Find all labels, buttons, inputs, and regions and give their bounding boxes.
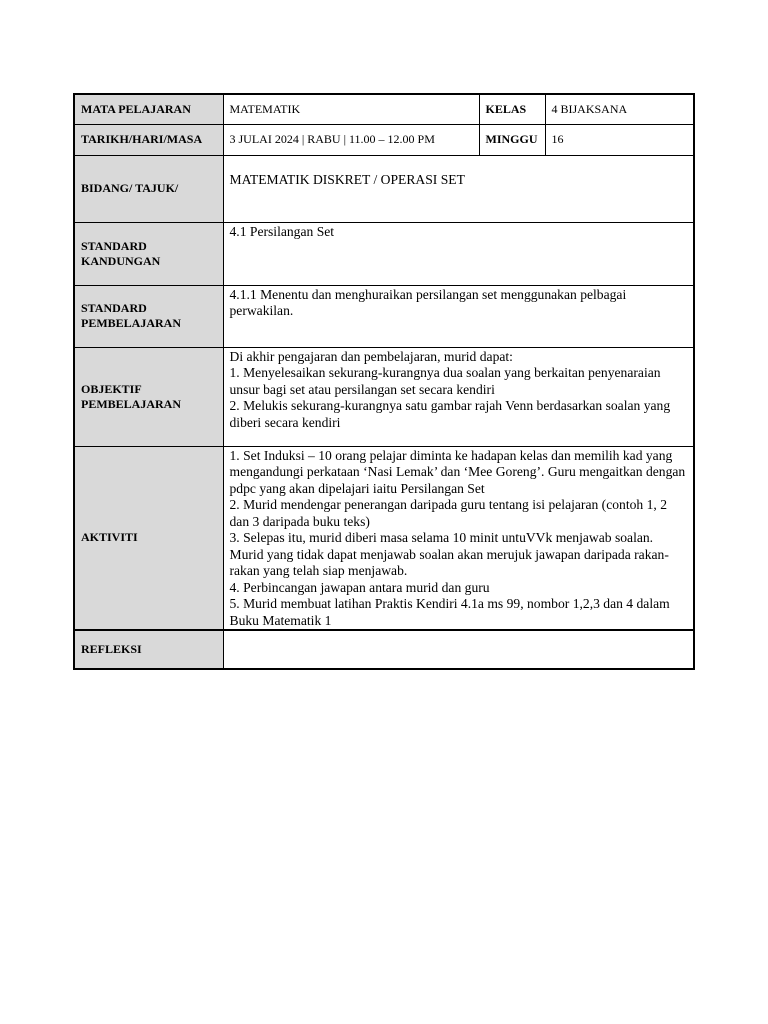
row-activity [74,446,694,630]
row-objective [74,347,694,446]
topic-label: BIDANG/ TAJUK/ [74,155,223,222]
content-standard-label-line2: KANDUNGAN [81,253,161,268]
subject-label: MATA PELAJARAN [74,94,223,124]
week-label: MINGGU [479,124,545,155]
activity-line: 1. Set Induksi – 10 orang pelajar diminta ke hadapan kelas dan memilih kad yang mengandungi perkataan ‘Nasi Lemak’ dan ‘Mee Goreng’. Guru mengaitkan dengan pdpc yang akan dipelajari iaitu Persilangan Set [229,447,686,496]
row-subject [74,94,694,124]
subject-value: MATEMATIK [223,94,479,124]
learning-standard-label-line2: PEMBELAJARAN [81,316,182,330]
date-label: TARIKH/HARI/MASA [74,124,223,155]
topic-value: MATEMATIK DISKRET / OPERASI SET [223,155,694,222]
activity-value [223,446,694,630]
class-value: 4 BIJAKSANA [545,94,694,124]
row-date [74,124,694,155]
learning-standard-label [74,285,223,347]
learning-standard-value: 4.1.1 Menentu dan menghuraikan persilangan set menggunakan pelbagai perwakilan. [223,285,694,347]
date-value: 3 JULAI 2024 | RABU | 11.00 – 12.00 PM [223,124,479,155]
activity-line: 3. Selepas itu, murid diberi masa selama 10 minit untuVVk menjawab soalan. Murid yang tidak dapat menjawab soalan akan merujuk jawapan daripada rakan-rakan yang telah siap menjawab. [229,530,669,578]
objective-label-line1: OBJEKTIF [81,381,142,396]
learning-standard-label-line1: STANDARD [81,301,147,315]
reflection-label: REFLEKSI [74,630,223,669]
lesson-plan-table [73,93,695,670]
objective-line: Di akhir pengajaran dan pembelajaran, murid dapat: [229,348,513,364]
objective-label [74,347,223,446]
week-value: 16 [545,124,694,155]
row-content-standard [74,222,694,285]
content-standard-label-line1: STANDARD [81,238,147,253]
content-standard-label [74,222,223,285]
objective-label-line2: PEMBELAJARAN [81,396,182,411]
activity-line: 4. Perbincangan jawapan antara murid dan guru [229,579,490,595]
activity-line: 2. Murid mendengar penerangan daripada guru tentang isi pelajaran (contoh 1, 2 dan 3 daripada buku teks) [229,497,667,529]
objective-line: 1. Menyelesaikan sekurang-kurangnya dua soalan yang berkaitan penyenaraian unsur bagi set atau persilangan set secara kendiri [229,365,661,397]
activity-line: 5. Murid membuat latihan Praktis Kendiri 4.1a ms 99, nombor 1,2,3 dan 4 dalam Buku Matematik 1 [229,596,670,628]
reflection-value [223,630,694,669]
objective-value [223,347,694,446]
row-reflection [74,630,694,669]
class-label: KELAS [479,94,545,124]
row-topic [74,155,694,222]
content-standard-value: 4.1 Persilangan Set [223,222,694,285]
row-learning-standard [74,285,694,347]
objective-line: 2. Melukis sekurang-kurangnya satu gambar rajah Venn berdasarkan soalan yang diberi secara kendiri [229,398,671,430]
activity-label: AKTIVITI [74,446,223,630]
